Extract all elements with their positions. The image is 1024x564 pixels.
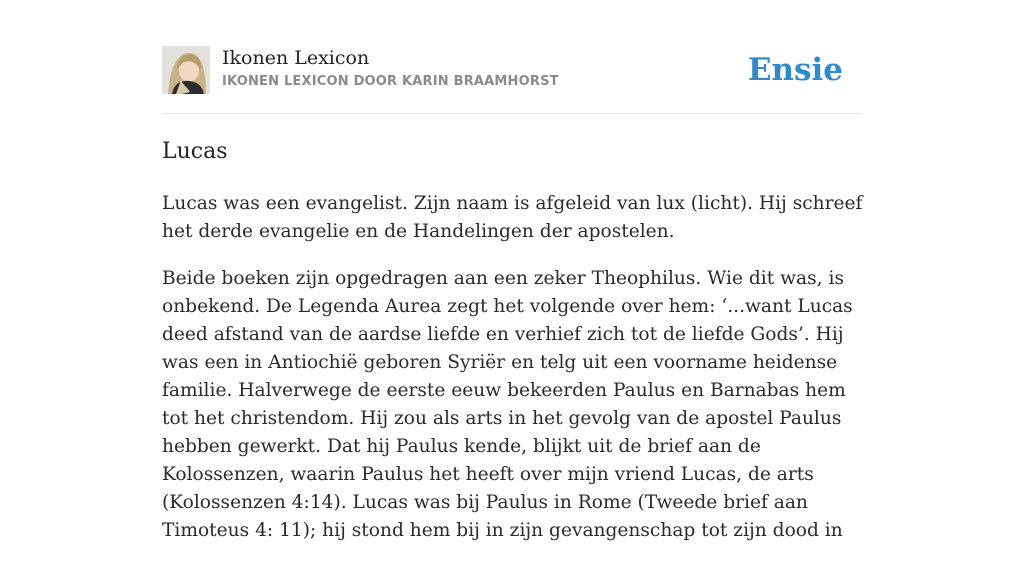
article-paragraph: Beide boeken zijn opgedragen aan een zeker Theophilus. Wie dit was, is onbekend. De Legenda Aurea zegt het volgende over hem: ‘...want Lucas deed afstand van de aardse liefde en verhief zich tot de liefde Gods’. Hij was een in Antiochië geboren Syriër en telg uit een voorname heidense familie. Halverwege de eerste eeuw bekeerden Paulus en Barnabas hem tot het christendom. Hij zou als arts in het gevolg van de apostel Paulus hebben gewerkt. Dat hij Paulus kende, blijkt uit de brief aan de Kolossenzen, waarin Paulus het heeft over mijn vriend Lucas, de arts (Kolossenzen 4:14). Lucas was bij Paulus in Rome (Tweede brief aan Timoteus 4: 11); hij stond hem bij in zijn gevangenschap tot zijn dood in: [162, 268, 853, 541]
article-header: [162, 46, 862, 96]
author-portrait-icon: [162, 46, 210, 94]
article-paragraph: Lucas was een evangelist. Zijn naam is afgeleid van lux (licht). Hij schreef het derde evangelie en de Handelingen der apostelen.: [162, 193, 863, 242]
ensie-logo[interactable]: Ensie: [747, 52, 843, 88]
article-title: Lucas: [162, 139, 228, 164]
header-divider: [162, 113, 862, 114]
article-body: [162, 190, 866, 564]
author-avatar[interactable]: [162, 46, 210, 94]
author-name[interactable]: Ikonen Lexicon: [222, 47, 370, 69]
author-subtitle[interactable]: IKONEN LEXICON DOOR KARIN BRAAMHORST: [222, 74, 559, 89]
